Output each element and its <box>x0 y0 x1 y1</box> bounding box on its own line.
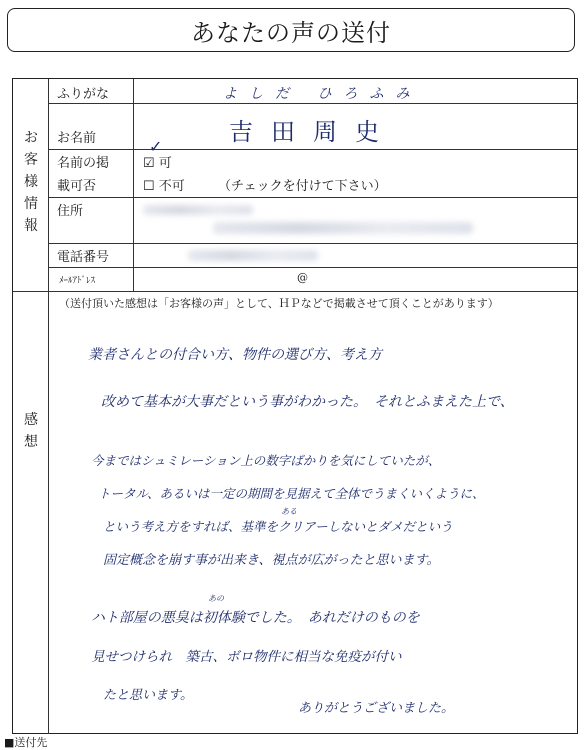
checkmark-icon: ✓ <box>149 137 163 156</box>
impression-line-5: という考え方をすれば、基準をクリアーしないとダメだという <box>103 519 453 534</box>
customer-form <box>12 78 578 734</box>
impression-line-3: 今まではシュミレーション上の数字ばかりを気にしていたが、 <box>91 453 441 468</box>
address-label: 住所 <box>57 204 84 219</box>
checkbox-empty-icon[interactable]: ☐ <box>143 179 155 194</box>
row-line <box>48 197 577 198</box>
impression-line-4: トータル、あるいは一定の期間を見据えて全体でうまくいくように、 <box>98 486 485 501</box>
publish-label-1: 名前の掲 <box>57 156 110 171</box>
impression-line-1: 業者さんとの付合い方、物件の選び方、考え方 <box>88 347 382 363</box>
address-redacted <box>143 205 253 215</box>
section-line <box>13 291 577 292</box>
address-redacted <box>213 222 473 234</box>
name-label: お名前 <box>57 131 97 146</box>
footer-label: ■送付先 <box>4 736 48 749</box>
row-line <box>48 243 577 244</box>
publish-notice: （送付頂いた感想は「お客様の声」として、ＨＰなどで掲載させて頂くことがあります） <box>59 297 499 310</box>
impression-line-9: たと思います。 <box>103 688 193 703</box>
ruby-aru: ある <box>281 507 297 516</box>
row-line <box>48 149 577 150</box>
furigana-label: ふりがな <box>57 87 110 102</box>
option-yes[interactable]: ☑ 可 <box>143 156 172 171</box>
phone-label: 電話番号 <box>57 250 110 265</box>
option-no[interactable]: ☐ 不可 <box>143 179 185 194</box>
email-at: @ <box>297 271 308 284</box>
email-label: ﾒｰﾙｱﾄﾞﾚｽ <box>59 276 96 286</box>
side-divider <box>48 79 49 734</box>
phone-redacted <box>188 250 318 261</box>
impression-line-8: 見せつけられ 築古、ボロ物件に相当な免疫が付い <box>91 649 402 665</box>
impression-line-7: ハト部屋の悪臭は初体験でした。 あれだけのものを <box>91 610 420 626</box>
row-line <box>48 103 577 104</box>
impression-line-10: ありがとうございました。 <box>298 701 455 716</box>
label-divider <box>133 79 134 291</box>
customer-info-side-label: お 客 様 情 報 <box>24 130 38 234</box>
name-value: 吉田周史 <box>229 118 397 146</box>
impressions-side-label: 感 想 <box>24 412 38 450</box>
checkbox-checked-icon[interactable]: ☑ <box>143 156 155 171</box>
publish-label-2: 載可否 <box>57 179 97 194</box>
page-title: あなたの声の送付 <box>7 8 575 52</box>
furigana-value: よしだ ひろふみ <box>223 86 422 102</box>
row-line <box>48 267 577 268</box>
check-note: （チェックを付けて下さい） <box>218 179 387 194</box>
ruby-ano: あの <box>208 594 224 603</box>
impression-line-6: 固定概念を崩す事が出来き、視点が広がったと思います。 <box>103 553 440 568</box>
impression-line-2: 改めて基本が大事だという事がわかった。 それとふまえた上で、 <box>101 394 514 410</box>
